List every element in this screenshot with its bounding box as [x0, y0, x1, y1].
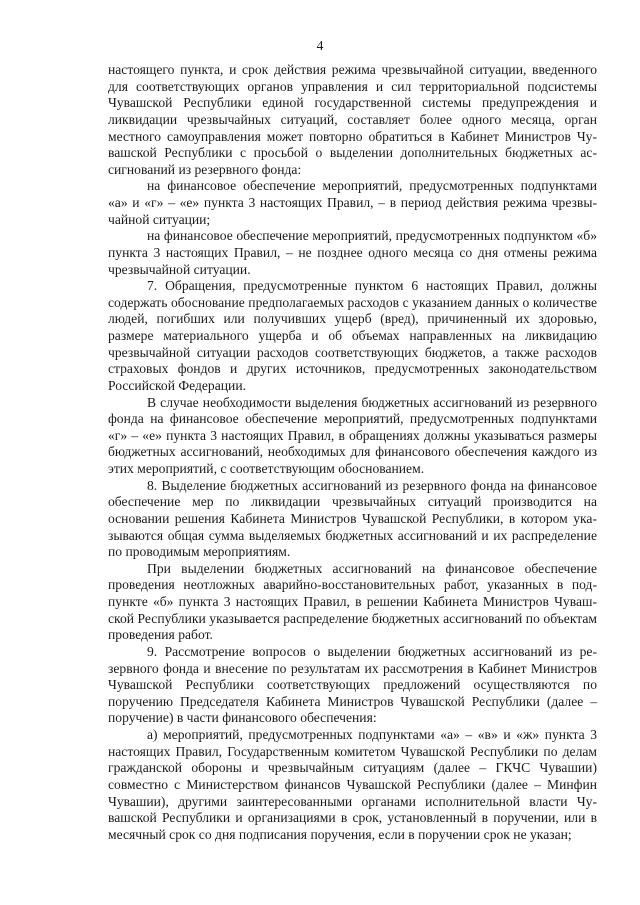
paragraph-subitem-1: на финансовое обеспечение мероприятий, предусмотренных подпунктами «а» и «г» – «е» пункта 3 настоящих Правил, – в период действия режима чрезвычайной ситуации; — [108, 178, 597, 227]
paragraph-item-8: 8. Выделение бюджетных ассигнований из резервного фонда на финансовое обеспечение мер по ликвидации чрезвычайных ситуаций производится на основании решения Кабинета Министров Чувашской Республики, в котором указываются общая сумма выделяемых бюджетных ассигнований и их распределение по проводимым мероприятиям. — [108, 477, 597, 560]
paragraph-item-7: 7. Обращения, предусмотренные пунктом 6 настоящих Правил, должны содержать обоснование предполагаемых расходов с указанием данных о количестве людей, погибших или получивших ущерб (вред), причиненный их здоровью, размере материального ущерба и об объемах направленных на ликвидацию чрезвычайной ситуации расходов соответствующих бюджетов, а также расходов страховых фондов и других источников, предусмотренных законодательством Российской Федерации. — [108, 278, 597, 393]
paragraph-subitem-2: на финансовое обеспечение мероприятий, предусмотренных подпунктом «б» пункта 3 настоящих Правил, – не позднее одного месяца со дня отмены режима чрезвычайной ситуации. — [108, 228, 597, 277]
paragraph-item-7-note: В случае необходимости выделения бюджетных ассигнований из резервного фонда на финансовое обеспечение мероприятий, предусмотренных подпунктами «г» – «е» пункта 3 настоящих Правил, в обращениях должны указываться размеры бюджетных ассигнований, необходимых для финансового обеспечения каждого из этих мероприятий, с соответствующим обоснованием. — [108, 394, 597, 476]
paragraph-item-9: 9. Рассмотрение вопросов о выделении бюджетных ассигнований из резервного фонда и внесение по результатам их рассмотрения в Кабинет Министров Чувашской Республики соответствующих предложений осуществляются по поручению Председателя Кабинета Министров Чувашской Республики (далее – поручение) в части финансового обеспечения: — [108, 643, 597, 726]
page-number: 4 — [316, 38, 324, 53]
document-body — [108, 62, 597, 843]
paragraph-item-9-a: а) мероприятий, предусмотренных подпунктами «а» – «в» и «ж» пункта 3 настоящих Правил, Государственным комитетом Чувашской Республики по делам гражданской обороны и чрезвычайным ситуациям (далее – ГКЧС Чувашии) совместно с Министерством финансов Чувашской Республики (далее – Минфин Чувашии), другими заинтересованными органами исполнительной власти Чувашской Республики и организациями в срок, установленный в поручении, или в месячный срок со дня подписания поручения, если в поручении срок не указан; — [108, 727, 597, 842]
paragraph-item-8-note: При выделении бюджетных ассигнований на финансовое обеспечение проведения неотложных аварийно-восстановительных работ, указанных в подпункте «б» пункта 3 настоящих Правил, в решении Кабинета Министров Чувашской Республики указывается распределение бюджетных ассигнований по объектам проведения работ. — [108, 560, 597, 643]
paragraph-continuation: настоящего пункта, и срок действия режима чрезвычайной ситуации, введенного для соответствующих органов управления и сил территориальной подсистемы Чувашской Республики единой государственной системы предупреждения и ликвидации чрезвычайных ситуаций, составляет более одного месяца, орган местного самоуправления может повторно обратиться в Кабинет Министров Чувашской Республики с просьбой о выделении дополнительных бюджетных ассигнований из резервного фонда: — [108, 62, 597, 177]
